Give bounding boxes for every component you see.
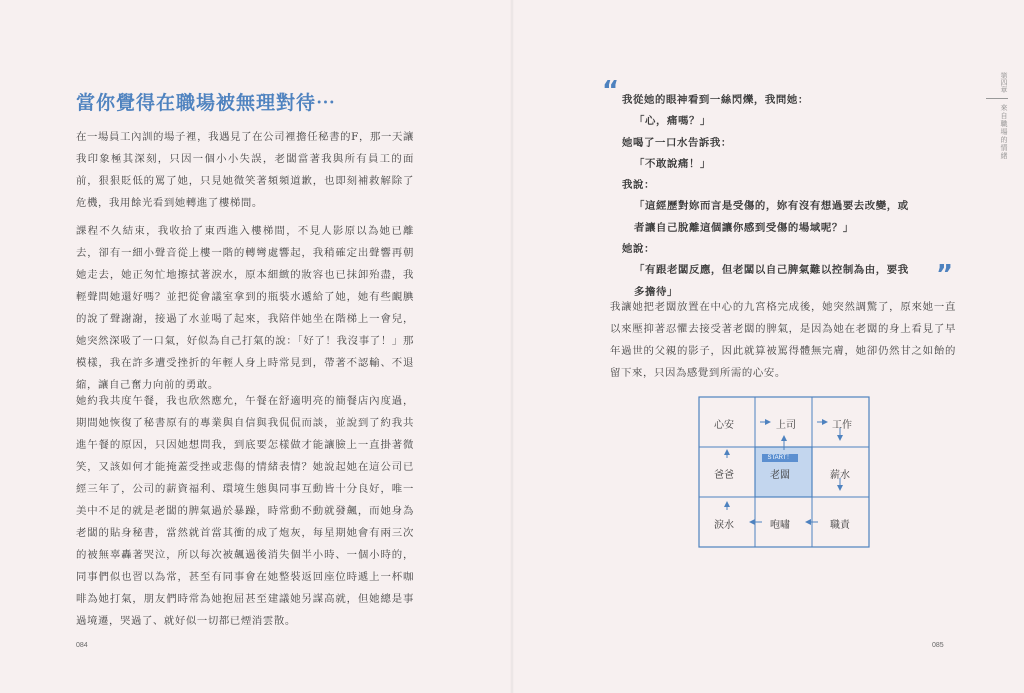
grid-cell: 淚水 [714,520,734,531]
dialogue-line: 她喝了一口水告訴我： [622,136,732,149]
dialogue-block [622,90,942,303]
dialogue-line: 「這經歷對妳而言是受傷的，妳有沒有想過要去改變，或 [634,200,909,213]
start-badge: START！ [762,454,798,462]
close-quote-icon: ” [936,260,954,290]
page-number-left: 084 [76,642,88,649]
grid-cell: 咆嘯 [770,520,790,531]
section-heading: 當你覺得在職場被無理對待⋯ [76,92,337,114]
grid-cell: 心安 [714,420,734,431]
dialogue-line: 者讓自己脫離這個讓你感到受傷的場域呢？」 [634,221,854,234]
paragraph-1: 在一場員工內訓的場子裡，我遇見了在公司裡擔任秘書的F，那一天讓我印象極其深刻，只因一個小小失誤，老闆當著我與所有員工的面前，狠狠貶低的罵了她，只見她微笑著頻頻道歉，也即刻補救解除了危機，我用餘光看到她轉進了樓梯間。 [76,131,414,209]
dialogue-line: 「不敢說痛！」 [634,157,711,170]
paragraph-3: 她約我共度午餐，我也欣然應允，午餐在舒適明亮的簡餐店內度過，期間她恢復了秘書原有的專業與自信與我侃侃而談，並說到了約我共進午餐的原因，只因她想問我，到底要怎樣做才能讓臉上一直掛著微笑，又該如何才能掩蓋受挫或悲傷的情緒表情？她說起她在這公司已經三年了，公司的薪資福利、環境生態與同事互動皆十分良好，唯一美中不足的就是老闆的脾氣過於暴躁，時常動不動就發飆，而她身為老闆的貼身秘書，當然就首當其衝的成了炮灰，每星期她會有兩三次的被無辜轟著哭泣，所以每次被飆過後消失個半小時、一個小時的，同事們似也習以為常，甚至有同事會在她整裝返回座位時遞上一杯咖啡為她打氣，朋友們時常為她抱屈甚至建議她另謀高就，但她總是事過境遷，哭過了、就好似一切都已煙消雲散。 [76,395,414,627]
grid-cell-center: 老闆 [770,470,790,481]
page-number-right: 085 [932,642,944,649]
dialogue-line: 她說： [622,243,655,256]
grid-cell: 上司 [776,420,796,431]
nine-grid-diagram [698,396,870,548]
paragraph-4: 我讓她把老闆放置在中心的九宮格完成後，她突然調驚了，原來她一直以來壓抑著忍懼去接受著老闆的脾氣，是因為她在老闆的身上看見了早年過世的父親的影子，因此就算被罵得體無完膚，她卻仍然甘之如飴的留下來，只因為感覺到所需的心安。 [610,301,956,379]
side-chapter-title: 來自職場的情緒 [1000,104,1008,160]
right-page [512,0,1024,693]
grid-cell: 工作 [832,420,852,431]
dialogue-line: 「心，痛嗎？」 [634,115,711,128]
dialogue-line: 「有跟老闆反應，但老闆以自己脾氣難以控制為由，要我 [634,264,909,277]
open-quote-icon: “ [602,76,620,106]
dialogue-line: 多擔待」 [634,285,678,298]
dialogue-line: 我說： [622,179,655,192]
dialogue-line: 我從她的眼神看到一絲閃爍，我問她： [622,94,809,106]
grid-cell: 薪水 [830,470,850,481]
paragraph-2: 課程不久結束，我收拾了東西進入樓梯間，不見人影原以為她已離去，卻有一細小聲音從上樓一階的轉彎處響起，我稍確定出聲響再朝她走去，她正匆忙地擦拭著淚水，原本細緻的妝容也已抹卸殆盡，我輕聲問她還好嗎？並把從會議室拿到的瓶裝水遞給了她，她有些靦腆的說了聲謝謝，接過了水並喝了起來，我陪伴她坐在階梯上一會兒，她突然深吸了一口氣，好似為自己打氣的說：「好了！我沒事了！」那模樣，我在許多遭受挫折的年輕人身上時常見到，帶著不認輸、不退縮，讓自己奮力向前的勇敢。 [76,225,414,391]
grid-cell: 職責 [830,520,850,531]
side-chapter-label: 第四章 [1000,72,1008,93]
side-rule [986,98,1008,99]
grid-cell: 爸爸 [714,470,734,481]
